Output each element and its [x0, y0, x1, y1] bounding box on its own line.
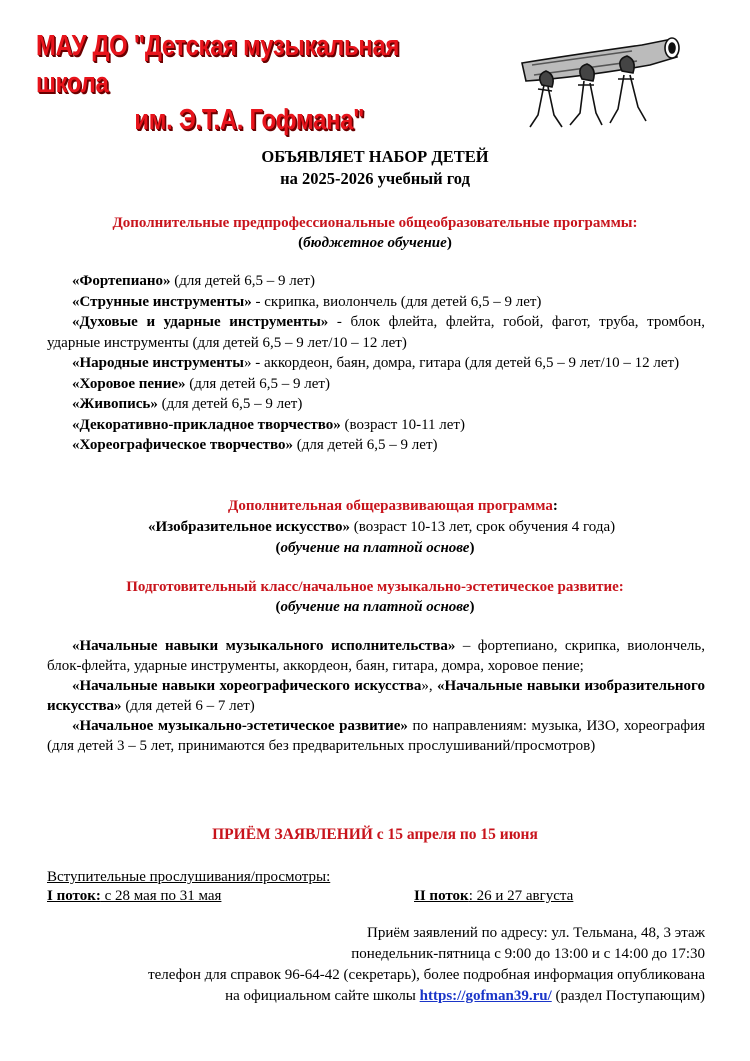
announcement-title — [0, 146, 750, 190]
auditions-title: Вступительные прослушивания/просмотры: — [47, 869, 331, 885]
section3-note-text: обучение на платной основе — [280, 599, 470, 615]
school-name — [36, 28, 421, 139]
contacts-hours: понедельник-пятница с 9:00 до 13:00 и с 14:00 до 17:30 — [351, 946, 705, 962]
section3-program-list — [47, 636, 705, 756]
school-name-line2: им. Э.Т.А. Гофмана" — [134, 104, 365, 136]
contacts-address: Приём заявлений по адресу: ул. Тельмана, 48, 3 этаж — [367, 925, 705, 941]
program-item: «Начальные навыки хореографического искусства», «Начальные навыки изобразительного искусства» (для детей 6 – 7 лет) — [47, 678, 705, 714]
school-website-link[interactable]: https://gofman39.ru/ — [419, 988, 552, 1004]
stream1: I поток: с 28 мая по 31 мая — [47, 888, 222, 904]
program-item: «Фортепиано» (для детей 6,5 – 9 лет) — [72, 273, 315, 289]
section2-note-text: обучение на платной основе — [280, 540, 470, 556]
admission-period: ПРИЁМ ЗАЯВЛЕНИЙ с 15 апреля по 15 июня — [212, 826, 538, 843]
program-item: «Декоративно-прикладное творчество» (возраст 10-11 лет) — [72, 416, 465, 433]
program-item: «Хоровое пение» (для детей 6,5 – 9 лет) — [72, 375, 330, 392]
program-item: «Духовые и ударные инструменты» - блок флейта, флейта, гобой, фагот, труба, тромбон, ударные инструменты (для детей 6,5 – 9 лет/10 – 12 лет) — [47, 314, 705, 351]
school-name-line1: МАУ ДО "Детская музыкальная школа — [36, 30, 400, 99]
program-item: «Начальные навыки музыкального исполнительства» – фортепиано, скрипка, виолончель, блок-флейта, ударные инструменты, аккордеон, баян, гитара, домра, хоровое пение; — [47, 638, 705, 674]
program-item: «Струнные инструменты» - скрипка, виолончель (для детей 6,5 – 9 лет) — [72, 293, 542, 310]
contacts-phone: телефон для справок 96-64-42 (секретарь), более подробная информация опубликована — [148, 967, 705, 983]
section1-note-text: бюджетное обучение — [303, 235, 447, 251]
section2-note: (обучение на платной основе) — [275, 540, 475, 556]
section3-note: (обучение на платной основе) — [275, 599, 475, 615]
stream2: II поток: 26 и 27 августа — [414, 888, 574, 904]
gnomes-carrying-cannon-icon — [512, 25, 684, 133]
program-item: «Народные инструменты» - аккордеон, баян, домра, гитара (для детей 6,5 – 9 лет/10 – 12 лет) — [72, 355, 680, 371]
program-item: «Начальное музыкально-эстетическое развитие» по направлениям: музыка, ИЗО, хореография (для детей 3 – 5 лет, принимаются без предварительных прослушиваний/просмотров) — [47, 718, 705, 754]
section1-note: (бюджетное обучение) — [298, 235, 452, 251]
section1-program-list — [47, 271, 705, 456]
announcement-title-line1: ОБЪЯВЛЯЕТ НАБОР ДЕТЕЙ — [261, 147, 489, 166]
program-item: «Хореографическое творчество» (для детей 6,5 – 9 лет) — [72, 437, 438, 453]
section2-program: «Изобразительное искусство» (возраст 10-13 лет, срок обучения 4 года) — [148, 519, 616, 535]
section1-heading: Дополнительные предпрофессиональные общеобразовательные программы: — [112, 215, 638, 231]
contacts-site: на официальном сайте школы https://gofman39.ru/ (раздел Поступающим) — [225, 988, 705, 1004]
program-item: «Живопись» (для детей 6,5 – 9 лет) — [72, 396, 303, 412]
announcement-title-line2: на 2025-2026 учебный год — [280, 169, 470, 188]
section3-heading: Подготовительный класс/начальное музыкально-эстетическое развитие: — [126, 579, 624, 595]
section2-heading: Дополнительная общеразвивающая программа: — [228, 498, 558, 514]
